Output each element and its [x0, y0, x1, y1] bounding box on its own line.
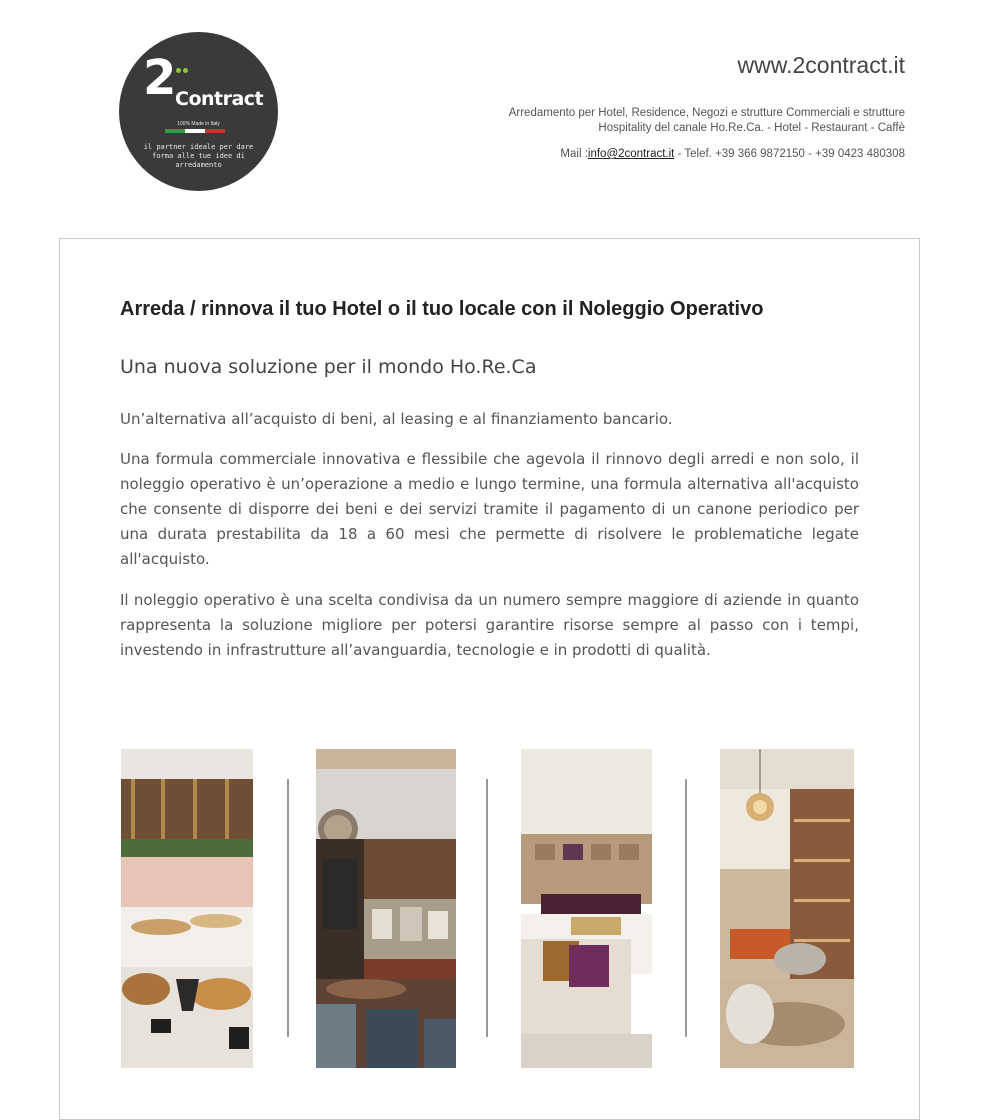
company-description: Arredamento per Hotel, Residence, Negozi e strutture Commerciali e strutture Hospitality del canale Ho.Re.Ca. - Hotel - Restaurant - Caffè	[508, 107, 905, 134]
logo-dots-icon	[176, 68, 190, 74]
restaurant-photo	[316, 749, 456, 1068]
logo-number: 2	[143, 50, 177, 106]
photo-separator	[685, 779, 687, 1037]
lounge-photo	[720, 749, 854, 1068]
intro-paragraph: Un’alternativa all’acquisto di beni, al leasing e al finanziamento bancario.	[120, 410, 673, 428]
contact-line	[560, 148, 905, 160]
benefits-paragraph: Il noleggio operativo è una scelta condivisa da un numero sempre maggiore di aziende in quanto rappresenta la soluzione migliore per potersi garantire risorse sempre al passo con i tempi, investendo in infrastrutture all’avanguardia, tecnologie e in prodotti di qualità.	[120, 591, 859, 659]
bedroom-photo	[521, 749, 652, 1068]
logo-made-in-italy: 100% Made in Italy	[177, 121, 220, 127]
logo-tagline: il partner ideale per dare forma alle tue idee di arredamento	[143, 143, 254, 169]
logo-wordmark: Contract	[175, 88, 264, 110]
brand-logo	[119, 32, 278, 191]
subheadline: Una nuova soluzione per il mondo Ho.Re.Ca	[120, 356, 537, 378]
photo-separator	[486, 779, 488, 1037]
phone-numbers: - Telef. +39 366 9872150 - +39 0423 480308	[674, 148, 905, 160]
italian-flag-icon	[165, 129, 225, 133]
photo-separator	[287, 779, 289, 1037]
headline: Arreda / rinnova il tuo Hotel o il tuo locale con il Noleggio Operativo	[120, 298, 764, 320]
website-address: www.2contract.it	[737, 52, 905, 78]
buffet-photo	[121, 749, 253, 1068]
email-link[interactable]: info@2contract.it	[587, 148, 675, 160]
mail-label: Mail :	[560, 148, 588, 160]
description-paragraph: Una formula commerciale innovativa e flessibile che agevola il rinnovo degli arredi e non solo, il noleggio operativo è un’operazione a medio e lungo termine, una formula alternativa all'acquisto che consente di disporre dei beni e dei servizi tramite il pagamento di un canone periodico per una durata prestabilita da 18 a 60 mesi che permette di risolvere le problematiche legate all'acquisto.	[120, 450, 859, 568]
